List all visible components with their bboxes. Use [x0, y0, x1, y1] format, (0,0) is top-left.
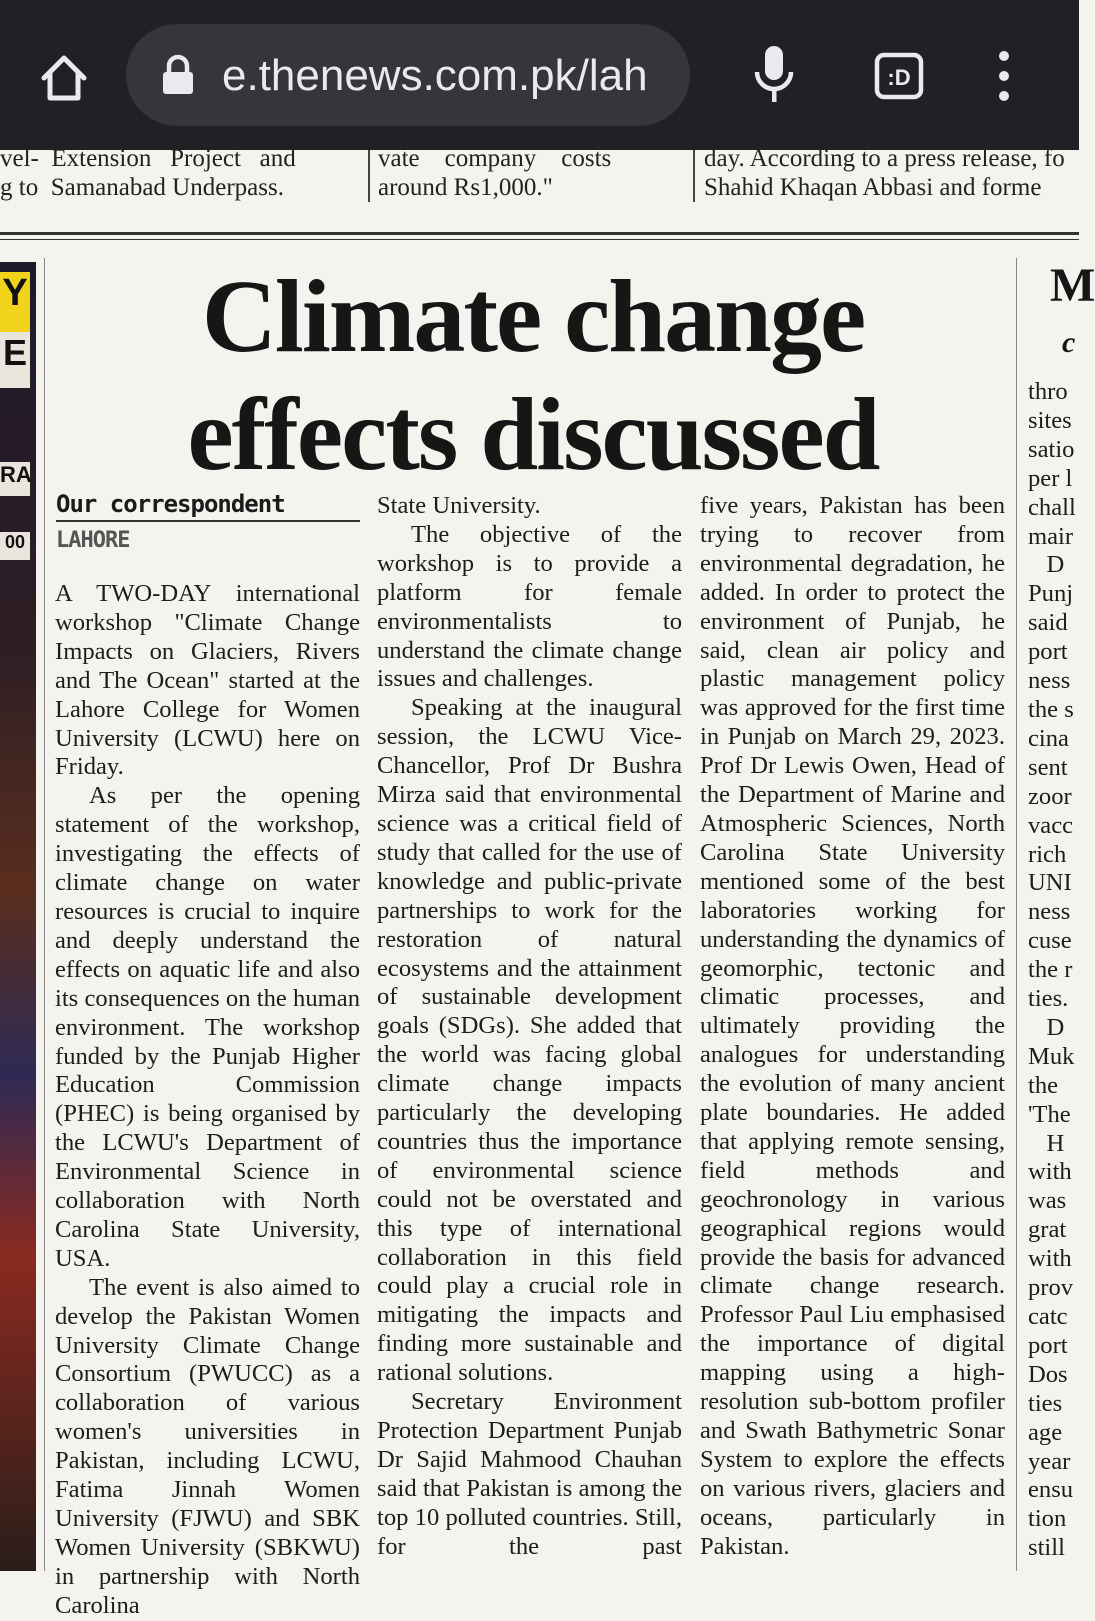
paragraph: Secretary Environment Protection Department Punjab Dr Sajid Mahmood Chauhan said that Pakistan is among the top 10 polluted countries. Still, for the past [377, 1388, 682, 1560]
prev-line: around Rs1,000." [378, 174, 553, 201]
ad-label: RA [0, 462, 30, 496]
previous-article-col2 [378, 144, 688, 202]
next-article-subhead: c [1062, 326, 1076, 359]
browser-toolbar [0, 0, 1079, 150]
headline-line-1: Climate change [201, 259, 865, 374]
tabs-icon[interactable] [874, 52, 924, 100]
previous-article-col3 [704, 144, 1084, 202]
url-text[interactable]: e.thenews.com.pk/lah [222, 51, 648, 100]
paragraph: The event is also aimed to develop the Pakistan Women University Climate Change Consortium (PWUCC) as a collaboration of various women's universities in Pakistan, including LCWU, Fatima Jinnah Women University (FJWU) and SBK Women University (SBKWU) in partnership with North Carolina [55, 1273, 360, 1619]
byline: Our correspondent [56, 490, 285, 518]
column-divider [1016, 258, 1017, 1571]
paragraph: State University. [377, 492, 541, 519]
column-divider [368, 150, 370, 202]
home-icon[interactable] [36, 50, 92, 106]
section-rule-thin [0, 239, 1079, 240]
previous-article-col1 [0, 144, 360, 202]
prev-line: g to Samanabad Underpass. [0, 174, 284, 201]
section-rule [0, 232, 1079, 235]
paragraph: A TWO-DAY international workshop "Climate Change Impacts on Glaciers, Rivers and The Ocean" started at the Lahore College for Women University (LCWU) here on Friday. [55, 580, 360, 781]
article-column-2 [377, 492, 682, 1562]
article-column-1 [55, 580, 360, 1621]
mic-icon[interactable] [752, 44, 796, 106]
prev-line: Shahid Khaqan Abbasi and forme [704, 174, 1042, 201]
advertisement [0, 262, 36, 1571]
ad-label: 00 [0, 532, 30, 560]
ad-label: E [0, 332, 30, 388]
paragraph: Speaking at the inaugural session, the LCWU Vice-Chancellor, Prof Dr Bushra Mirza said that environmental science was a critical field of study that called for the use of knowledge and public-private partnerships to work for the restoration of natural ecosystems and the attainment of sustainable development goals (SDGs). She added that the world was facing global climate change impacts particularly the developing countries thus the importance of environmental science could not be overstated and this type of international collaboration in this field could play a crucial role in mitigating the impacts and finding more sustainable and rational solutions. [377, 694, 682, 1387]
paragraph: As per the opening statement of the workshop, investigating the effects of climate change on water resources is crucial to inquire and deeply understand the effects on aquatic life and also its consequences on the human environment. The workshop funded by the Punjab Higher Education Commission (PHEC) is being organised by the LCWU's Department of Environmental Science in collaboration with North Carolina State University, USA. [55, 782, 360, 1272]
next-article-text: thro sites satio per l chall mair D Punj said port ness the s cina sent zoor vacc rich UNI ness cuse the r ties. D Muk the 'The H with was grat with prov catc port Dos ties age year ensu tion still [1028, 378, 1076, 1562]
headline-line-2: effects discussed [187, 377, 879, 492]
next-article-headline: M [1050, 259, 1095, 312]
paragraph: The objective of the workshop is to provide a platform for female environmentalists to understand the climate change issues and challenges. [377, 520, 682, 693]
lock-icon[interactable] [160, 54, 196, 96]
prev-line: vate company costs [378, 145, 612, 172]
prev-line: day. According to a press release, fo [704, 145, 1065, 172]
tabs-count: :D [887, 65, 911, 90]
menu-icon[interactable] [992, 50, 1016, 102]
ad-label: Y [0, 272, 30, 332]
byline-rule [56, 520, 360, 522]
paragraph: five years, Pakistan has been trying to recover from environmental degradation, he added. In order to protect the environment of Punjab, he said, clean air policy and plastic management policy was approved for the first time in Punjab on March 29, 2023. Prof Dr Lewis Owen, Head of the Department of Marine and Atmospheric Sciences, North Carolina State University mentioned some of the best laboratories working for understanding the dynamics of geomorphic, tectonic and climatic processes, and ultimately providing the analogues for understanding the evolution of many ancient plate boundaries. He added that applying remote sensing, field methods and geochronology in various geographical regions would provide the basis for advanced climate change research. Professor Paul Liu emphasised the importance of digital mapping using a high-resolution sub-bottom profiler and Swath Bathymetric Sonar System to explore the effects on various rivers, glaciers and oceans, particularly in Pakistan. [700, 492, 1005, 1560]
prev-line: vel- Extension Project and [0, 145, 296, 172]
article-column-3 [700, 492, 1005, 1562]
dateline: LAHORE [56, 528, 130, 553]
article-headline [60, 258, 1006, 494]
column-divider [693, 150, 695, 202]
column-divider [44, 258, 45, 1571]
